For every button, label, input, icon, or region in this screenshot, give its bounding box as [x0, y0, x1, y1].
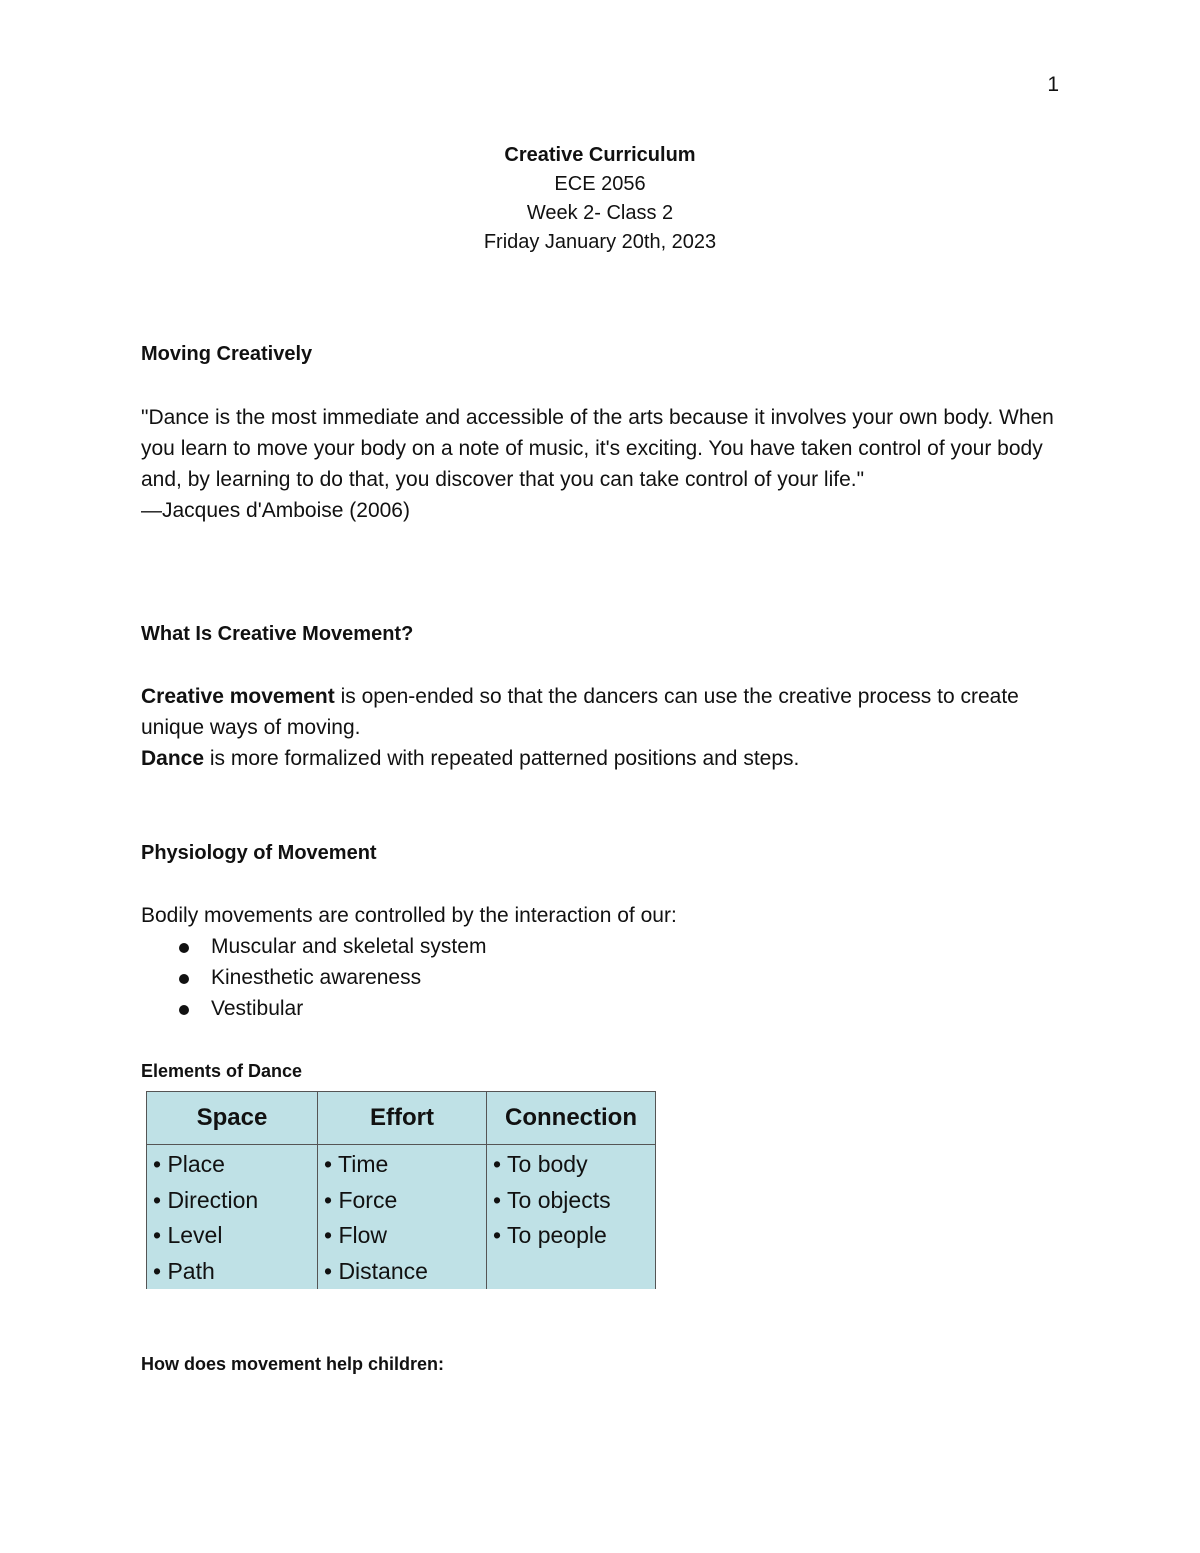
section-heading-moving-creatively: Moving Creatively — [141, 343, 313, 365]
term-dance: Dance — [141, 747, 205, 770]
connection-cell — [487, 1145, 656, 1290]
term-creative-movement: Creative movement — [141, 685, 335, 708]
effort-item-force: • Force — [324, 1186, 398, 1213]
physiology-block — [141, 900, 1061, 1024]
page-number: 1 — [1047, 73, 1059, 96]
list-item-text: Muscular and skeletal system — [211, 935, 487, 958]
effort-item-time: • Time — [324, 1151, 389, 1177]
dance-definition — [141, 743, 1061, 774]
quote-attribution: —Jacques d'Amboise (2006) — [141, 499, 410, 522]
table-row — [147, 1145, 656, 1290]
space-cell — [147, 1145, 318, 1290]
list-item — [141, 993, 1061, 1024]
bullet-icon — [179, 943, 189, 953]
connection-item-objects: • To objects — [493, 1186, 611, 1213]
list-item — [141, 962, 1061, 993]
bullet-icon — [179, 974, 189, 984]
how-does-movement-help-heading: How does movement help children: — [141, 1354, 445, 1374]
space-item-path: • Path — [153, 1257, 215, 1284]
space-item-direction: • Direction — [153, 1186, 259, 1213]
section-heading-what-is-creative-movement: What Is Creative Movement? — [141, 623, 414, 645]
effort-item-distance: • Distance — [324, 1257, 428, 1284]
week-class: Week 2- Class 2 — [526, 202, 674, 224]
connection-item-people: • To people — [493, 1222, 607, 1248]
space-item-place: • Place — [153, 1151, 225, 1177]
table-header-row — [147, 1092, 656, 1145]
bullet-icon — [179, 1005, 189, 1015]
course-code: ECE 2056 — [554, 173, 646, 195]
quote-text: "Dance is the most immediate and accessible of the arts because it involves your own body. When you learn to move your body on a note of music, it's exciting. You have taken control of your body and, by learning to do that, you discover that you can take control of your life." — [141, 406, 1054, 491]
column-header-connection: Connection — [487, 1092, 656, 1145]
elements-of-dance-table — [146, 1091, 656, 1289]
creative-movement-text: is open-ended so that the dancers can use the creative process to create unique ways of moving. — [141, 685, 1019, 739]
column-header-space: Space — [147, 1092, 318, 1145]
document-title: Creative Curriculum — [504, 144, 696, 166]
connection-item-body: • To body — [493, 1151, 588, 1177]
physiology-intro: Bodily movements are controlled by the interaction of our: — [141, 904, 677, 927]
space-item-level: • Level — [153, 1222, 223, 1248]
elements-of-dance-heading: Elements of Dance — [141, 1061, 303, 1081]
creative-movement-definition — [141, 681, 1061, 743]
definitions-block — [141, 681, 1061, 774]
class-date: Friday January 20th, 2023 — [483, 231, 717, 253]
effort-item-flow: • Flow — [324, 1222, 388, 1248]
list-item — [141, 931, 1061, 962]
physiology-list — [141, 931, 1061, 1024]
list-item-text: Vestibular — [211, 997, 304, 1020]
quote-block — [141, 402, 1061, 526]
dance-text: is more formalized with repeated patterned positions and steps. — [204, 747, 800, 770]
section-heading-physiology: Physiology of Movement — [141, 842, 377, 864]
column-header-effort: Effort — [318, 1092, 487, 1145]
list-item-text: Kinesthetic awareness — [211, 966, 422, 989]
title-block — [0, 141, 1200, 257]
effort-cell — [318, 1145, 487, 1290]
